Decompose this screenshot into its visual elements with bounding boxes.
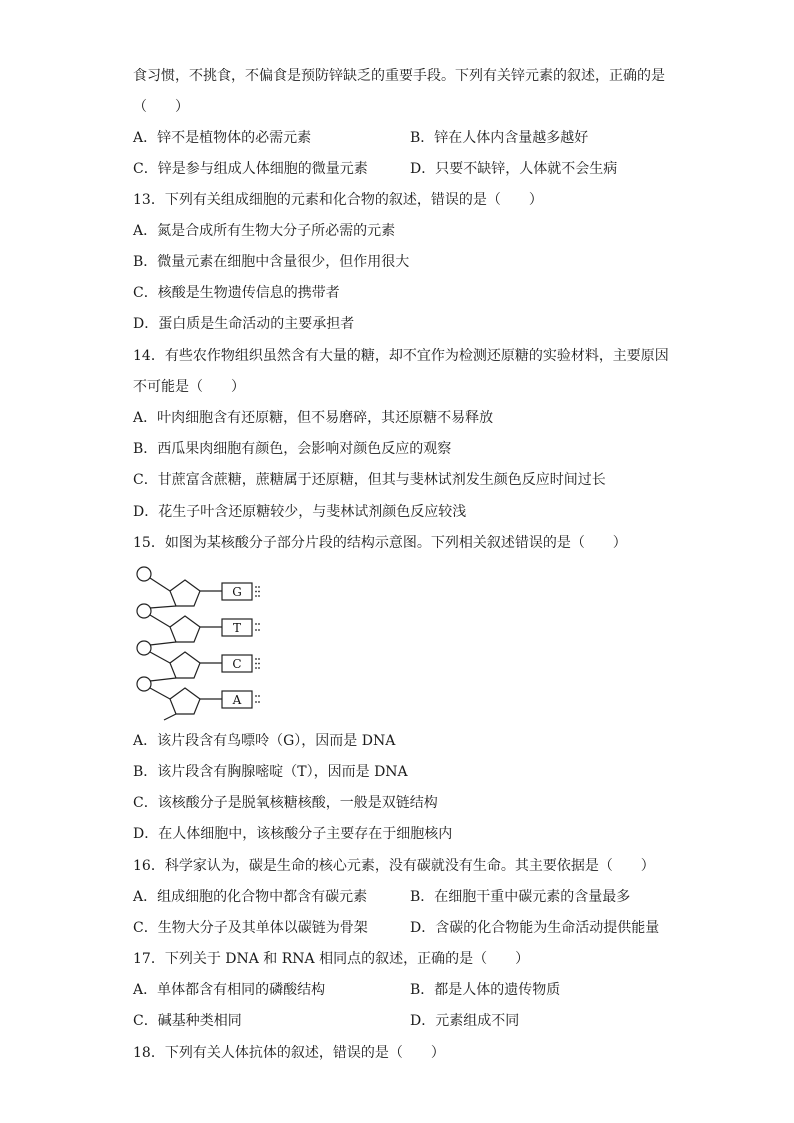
q17-option-a: A．单体都含有相同的磷酸结构 — [133, 982, 326, 998]
q15-stem: 15．如图为某核酸分子部分片段的结构示意图。下列相关叙述错误的是（ ） — [133, 535, 627, 551]
q13-option-a: A．氮是合成所有生物大分子所必需的元素 — [133, 223, 396, 239]
q14-stem-line1: 14．有些农作物组织虽然含有大量的糖，却不宜作为检测还原糖的实验材料，主要原因 — [133, 348, 669, 364]
q17-option-c: C．碱基种类相同 — [133, 1013, 242, 1029]
q14-stem-line2: 不可能是（ ） — [133, 379, 245, 395]
base-label-1: G — [232, 585, 242, 599]
q14-option-b: B．西瓜果肉细胞有颜色，会影响对颜色反应的观察 — [133, 441, 452, 457]
base-label-4: A — [232, 693, 242, 707]
q12-option-d: D．只要不缺锌，人体就不会生病 — [410, 161, 618, 177]
q14-option-a: A．叶肉细胞含有还原糖，但不易磨碎，其还原糖不易释放 — [133, 410, 494, 426]
q12-option-b: B．锌在人体内含量越多越好 — [410, 130, 589, 146]
base-label-3: C — [232, 657, 242, 671]
q16-option-c: C．生物大分子及其单体以碳链为骨架 — [133, 920, 368, 936]
q17-option-b: B．都是人体的遗传物质 — [410, 982, 561, 998]
q15-option-c: C．该核酸分子是脱氧核糖核酸，一般是双链结构 — [133, 795, 438, 811]
q13-option-c: C．核酸是生物遗传信息的携带者 — [133, 285, 340, 301]
q14-option-d: D．花生子叶含还原糖较少，与斐林试剂颜色反应较浅 — [133, 504, 467, 520]
q18-stem: 18．下列有关人体抗体的叙述，错误的是（ ） — [133, 1045, 445, 1061]
base-label-2: T — [232, 621, 242, 635]
q12-option-a: A．锌不是植物体的必需元素 — [133, 130, 312, 146]
q13-option-b: B．微量元素在细胞中含量很少，但作用很大 — [133, 254, 410, 270]
q12-option-c: C．锌是参与组成人体细胞的微量元素 — [133, 161, 368, 177]
q13-option-d: D．蛋白质是生命活动的主要承担者 — [133, 316, 355, 332]
q17-stem: 17．下列关于 DNA 和 RNA 相同点的叙述，正确的是（ ） — [133, 951, 530, 967]
q16-option-a: A．组成细胞的化合物中都含有碳元素 — [133, 889, 368, 905]
q16-stem: 16．科学家认为，碳是生命的核心元素，没有碳就没有生命。其主要依据是（ ） — [133, 858, 655, 874]
q12-answer-paren: （ ） — [133, 99, 189, 115]
phosphate-2 — [137, 604, 151, 618]
q16-option-d: D．含碳的化合物能为生命活动提供能量 — [410, 920, 660, 936]
pentose-sugar-4 — [170, 688, 200, 714]
q16-option-b: B．在细胞干重中碳元素的含量最多 — [410, 889, 631, 905]
phosphate-1 — [137, 567, 151, 581]
q12-stem: 食习惯，不挑食，不偏食是预防锌缺乏的重要手段。下列有关锌元素的叙述，正确的是 — [133, 68, 665, 84]
q15-option-d: D．在人体细胞中，该核酸分子主要存在于细胞核内 — [133, 826, 453, 842]
q17-option-d: D．元素组成不同 — [410, 1013, 520, 1029]
pentose-sugar-2 — [170, 616, 200, 642]
pentose-sugar-3 — [170, 652, 200, 678]
q15-option-b: B．该片段含有胸腺嘧啶（T），因而是 DNA — [133, 764, 408, 780]
q14-option-c: C．甘蔗富含蔗糖，蔗糖属于还原糖，但其与斐林试剂发生颜色反应时间过长 — [133, 472, 606, 488]
pentose-sugar-1 — [170, 580, 200, 606]
phosphate-4 — [137, 677, 151, 691]
q15-option-a: A．该片段含有鸟嘌呤（G），因而是 DNA — [133, 733, 396, 749]
phosphate-3 — [137, 641, 151, 655]
nucleotide-chain-diagram — [130, 562, 270, 722]
q13-stem: 13．下列有关组成细胞的元素和化合物的叙述，错误的是（ ） — [133, 192, 543, 208]
